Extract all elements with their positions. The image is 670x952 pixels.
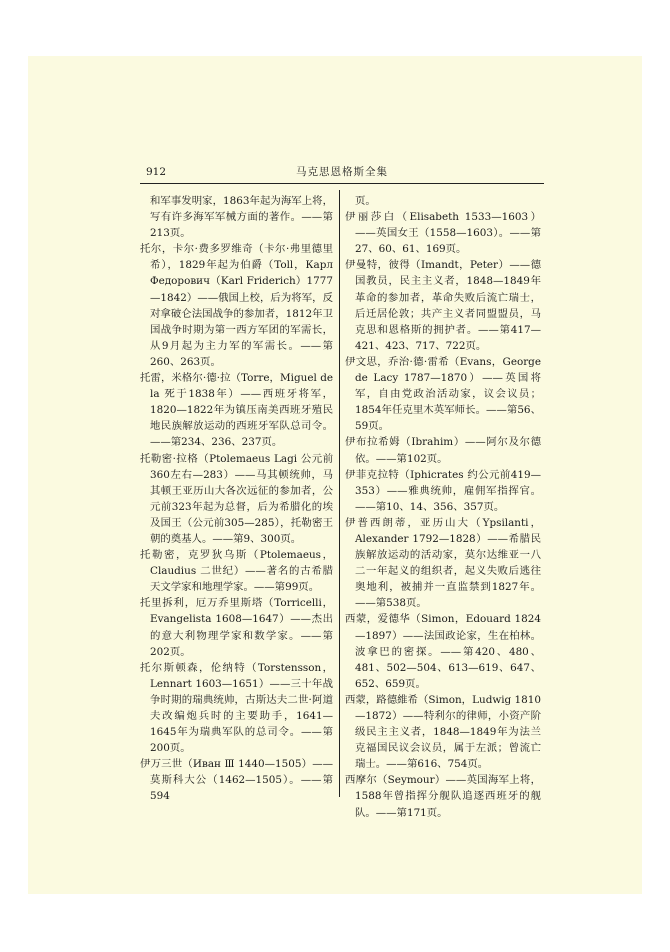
index-entry: 托雷，米格尔·德·拉（Torre，Miguel de la 死于1838年）——西班牙将军，1820—1822年为镇压南美西班牙殖民地民族解放运动的西班牙军队总司令。——第234、236、237页。 <box>140 372 333 449</box>
index-entry: 伊文思，乔治·德·雷希（Evans，George de Lacy 1787—1870）——英国将军，自由党政治活动家，议会议员；1854年任克里木英军师长。——第56、59页。 <box>345 355 541 433</box>
page-number: 912 <box>146 166 167 178</box>
index-entry: 和军事发明家，1863年起为海军上将，写有许多海军军械方面的著作。——第213页。 <box>150 195 333 240</box>
left-column <box>140 193 333 805</box>
column-divider <box>339 190 340 797</box>
index-entry: 伊菲克拉特（Iphicrates 约公元前419—353）——雅典统帅，雇佣军指挥官。——第10、14、356、357页。 <box>345 468 541 513</box>
running-title: 马克思恩格斯全集 <box>296 166 388 178</box>
index-entry: 伊布拉希姆（Ibrahim）——阿尔及尔德依。——第102页。 <box>345 436 541 465</box>
index-entry: 伊普西朗蒂，亚历山大（Ypsilanti，Alexander 1792—1828）——希腊民族解放运动的活动家，莫尔达维亚一八二一年起义的组织者，起义失败后逃往奥地利，被捕并一直监禁到1827年。——第538页。 <box>345 516 541 610</box>
page-sheet <box>28 56 642 894</box>
index-entry: 西蒙，路德維希（Simon，Ludwig 1810—1872）——特利尔的律师，小资产阶级民主主义者，1848—1849年为法兰克福国民议会议员，属于左派；曾流亡瑞士。——第616、754页。 <box>345 693 541 771</box>
index-entry: 伊万三世（Иван Ⅲ 1440—1505）——莫斯科大公（1462—1505）。——第594 <box>140 758 333 803</box>
page-header <box>140 164 544 181</box>
header-rule <box>140 183 544 184</box>
index-entry: 西蒙，爱德华（Simon，Edouard 1824—1897）——法国政论家，生在柏林。波拿巴的密探。——第420、480、481、502—504、613—619、647、652、659页。 <box>345 613 541 690</box>
index-entry: 托里拆利，厄万乔里斯塔（Torricelli，Evangelista 1608—1647）——杰出的意大利物理学家和数学家。——第202页。 <box>140 597 333 658</box>
index-entry: 托勒密，克罗狄乌斯（Ptolemaeus，Claudius 二世纪）——著名的古希腊天文学家和地理学家。——第99页。 <box>140 549 333 594</box>
index-entry: 页。 <box>355 195 376 207</box>
index-entry: 西摩尔（Seymour）——英国海军上将，1588年曾指挥分舰队追逐西班牙的舰队。——第171页。 <box>345 774 541 819</box>
index-entry: 伊曼特，彼得（Imandt，Peter）——德国教员，民主主义者，1848—1849年革命的参加者，革命失败后流亡瑞士，后迁居伦敦；共产主义者同盟盟员，马克思和恩格斯的拥护者。——第417—421、423、717、722页。 <box>345 259 541 352</box>
index-entry: 托尔，卡尔·费多罗维奇（卡尔·弗里德里希），1829年起为伯爵（Toll，Карл Федорович（Karl Friderich）1777—1842）——俄国上校，后为将军，反对拿破仑法国战争的参加者，1812年卫国战争时期为第一西方军团的军需长，从9月起为主力军的军需长。——第260、263页。 <box>140 243 333 368</box>
right-column <box>345 193 541 821</box>
index-entry: 伊丽莎白（Elisabeth 1533—1603）——英国女王（1558—1603）。——第27、60、61、169页。 <box>345 211 541 256</box>
index-entry: 托尔斯顿森，伦纳特（Torstensson，Lennart 1603—1651）——三十年战争时期的瑞典统帅，古斯达夫二世·阿道夫改编炮兵时的主要助手，1641—1645年为瑞典军队的总司令。——第200页。 <box>140 661 333 755</box>
index-entry: 托勒密·拉格（Ptolemaeus Lagi 公元前360左右—283）——马其顿统帅，马其顿王亚历山大各次远征的参加者，公元前323年起为总督，后为希腊化的埃及国王（公元前305—285），托勒密王朝的奠基人。——第9、300页。 <box>140 452 333 545</box>
